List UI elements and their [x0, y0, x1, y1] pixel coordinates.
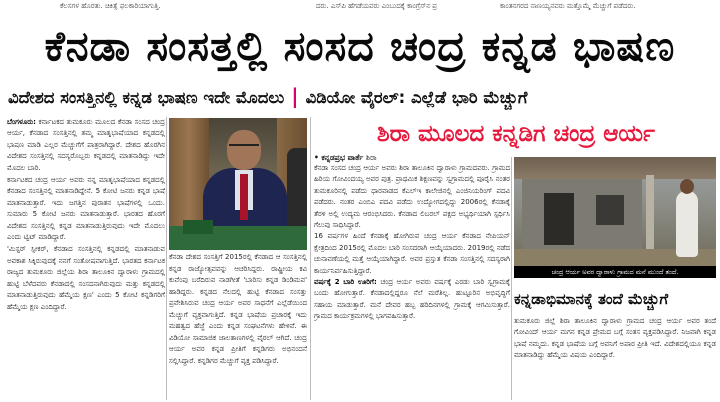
mid-paragraph-1: ಕೆನಡಾ ದೇಶದ ಸಂಸತ್ತಿಗೆ 2015ರಲ್ಲಿ ಕೆನಡಾದ ಆ ಸಂಸತ್ತಿನಲ್ಲಿ ಕನ್ನಡ ರಾಜ್ಯೋತ್ಸವವನ್ನು ಆಚರಿಸಿದ್ದರು. ರಾಷ್ಟ್ರೀಯ ಕವಿ ಕುವೆಂಪು ಬರೆದಿರುವ ನಾಡಗೀತೆ 'ಬಾರಿಸು ಕನ್ನಡ ಡಿಂಡಿಮವ' ಹಾಡಿದ್ದರು. ಕನ್ನಡದ ನೆಲದಲ್ಲಿ ಹುಟ್ಟಿ ಕೆನಡಾದ ಸಂಸತ್ತು ಪ್ರವೇಶಿಸಿರುವ ಚಂದ್ರ ಆರ್ಯ ಅವರ ಸಾಧನೆಗೆ ಎಲ್ಲೆಡೆಯಿಂದ ಮೆಚ್ಚುಗೆ ವ್ಯಕ್ತವಾಗುತ್ತಿದೆ. ಕನ್ನಡ ಭಾಷೆಯ ಪ್ರಚಾರಕ್ಕೆ ಇದು ಮಹತ್ವದ ಹೆಜ್ಜೆ ಎಂದು ಕನ್ನಡ ಸಂಘಟನೆಗಳು ಹೇಳಿವೆ. ಈ ವಿಡಿಯೋ ಸಾಮಾಜಿಕ ಜಾಲತಾಣಗಳಲ್ಲಿ ವೈರಲ್ ಆಗಿದೆ. ಚಂದ್ರ ಆರ್ಯ ಅವರ ಕನ್ನಡ ಪ್ರೀತಿಗೆ ಕನ್ನಡಿಗರು ಅಭಿನಂದನೆ ಸಲ್ಲಿಸಿದ್ದಾರೆ. ಕನ್ನಡಿಗರ ಮೆಚ್ಚುಗೆ ವ್ಯಕ್ತ ಪಡಿಸಿದ್ದಾರೆ.	[169, 253, 307, 365]
story3-body	[514, 316, 716, 400]
column-divider	[511, 157, 512, 400]
column-divider	[166, 117, 167, 400]
story2-subsection	[314, 277, 510, 323]
subheadline-separator: |	[291, 84, 299, 108]
story2-subheading: ವರ್ಷಕ್ಕೆ 2 ಬಾರಿ ಊರಿಗೆ:	[314, 278, 377, 287]
main-headline: ಕೆನಡಾ ಸಂಸತ್ತಲ್ಲಿ ಸಂಸದ ಚಂದ್ರ ಕನ್ನಡ ಭಾಷಣ	[44, 22, 676, 70]
subheadline	[8, 82, 714, 110]
top-strip-text-3: ಕಾಂತನಗರದ ನಾಣಯ್ಯನವರು ಮತ್ತೊಮ್ಮೆ ಮೆಚ್ಚುಗೆ ಪಡೆದರು.	[500, 2, 636, 10]
top-strip-text-1: ಕೆಲಸಗಳ ಹೊರತು. ಚಿಕಿತ್ಸೆ ಫಲಕಾರಿಯಾಗುತ್ತಿ.	[60, 2, 161, 10]
left-paragraph-2: ಕರ್ನಾಟಕದ ಚಂದ್ರ ಆರ್ಯ ಅವರು ನನ್ನ ಮಾತೃಭಾಷೆಯಾದ ಕನ್ನಡದಲ್ಲಿ ಕೆನಡಾದ ಸಂಸತ್ತಿನಲ್ಲಿ ಮಾತನಾಡಿದ್ದೇನೆ. 5 ಕೋಟಿ ಜನರು ಕನ್ನಡ ಭಾಷೆ ಮಾತನಾಡುತ್ತಾರೆ. ಇದು ಜಗತ್ತಿನ ಪುರಾತನ ಭಾಷೆಗಳಲ್ಲಿ ಒಂದು. ಸುಮಾರು 5 ಕೋಟಿ ಜನರು ಮಾತನಾಡುತ್ತಾರೆ. ಭಾರತದ ಹೊರಗೆ ವಿದೇಶದ ಸಂಸತ್ತಿನಲ್ಲಿ ಕನ್ನಡ ಮಾತನಾಡುತ್ತಿರುವುದು ಇದೇ ಮೊದಲು ಎಂದು ಟ್ವಿಟ್ ಮಾಡಿದ್ದಾರೆ.	[7, 176, 165, 242]
article-middle-column	[169, 252, 307, 400]
column-divider	[310, 117, 311, 400]
story3-title: ಕನ್ನಡಾಭಿಮಾನಕ್ಕೆ ತಂದೆ ಮೆಚ್ಚುಗೆ	[514, 290, 669, 308]
left-paragraph-3: 'ಮಿಸ್ಟರ್ ಸ್ಪೀಕರ್, ಕೆನಡಾದ ಸಂಸತ್ತಿನಲ್ಲಿ ಕನ್ನಡದಲ್ಲಿ ಮಾತನಾಡುವ ಅವಕಾಶ ಸಿಕ್ಕಿರುವುದಕ್ಕೆ ನನಗೆ ಸಂತೋಷವಾಗುತ್ತಿದೆ. ಭಾರತದ ಕರ್ನಾಟಕ ರಾಜ್ಯದ ತುಮಕೂರು ಜಿಲ್ಲೆಯ ಶಿರಾ ತಾಲೂಕಿನ ದ್ವಾರಾಳು ಗ್ರಾಮದಲ್ಲಿ ಹುಟ್ಟಿ ಬೆಳೆದವರು ಕೆನಡಾದಲ್ಲಿ ಸಂಸದನಾಗಿರುವುದು ಮತ್ತು ಕನ್ನಡದಲ್ಲಿ ಮಾತನಾಡುತ್ತಿರುವುದು ಹೆಮ್ಮೆಯ ಕ್ಷಣ' ಎಂದು 5 ಕೋಟಿ ಕನ್ನಡಿಗರಿಗೆ ಹೆಮ್ಮೆಯ ಕ್ಷಣ ಎಂದಿದ್ದಾರೆ.	[7, 245, 165, 311]
village-house-photo	[514, 157, 716, 266]
story2-paragraph-1: ಕೆನಡಾ ಸಂಸದ ಚಂದ್ರ ಆರ್ಯ ಅವರು ಶಿರಾ ತಾಲೂಕಿನ ದ್ವಾರಾಳು ಗ್ರಾಮದವರು. ಗ್ರಾಮದ ಹಿರಿಯ ಗೋವಿಂದಯ್ಯ ಅವರ ಪುತ್ರ. ಪ್ರಾಥಮಿಕ ಶಿಕ್ಷಣವನ್ನು ಸ್ವಗ್ರಾಮದಲ್ಲಿ ಪೂರೈಸಿ ನಂತರ ತುಮಕೂರಿನಲ್ಲಿ ಪಡೆದು ಧಾರವಾಡದ ಕೆಎಲ್‌ಇ ಕಾಲೇಜಿನಲ್ಲಿ ಎಂಜಿನಿಯರಿಂಗ್ ಪದವಿ ಪಡೆದರು. ನಂತರ ಎಂಬಿಎ ಪದವಿ ಪಡೆದು ಉದ್ಯೋಗದಲ್ಲಿದ್ದು 2006ರಲ್ಲಿ ಕೆನಡಾಕ್ಕೆ ತೆರಳಿ ಅಲ್ಲಿ ಉದ್ಯಮ ಆರಂಭಿಸಿದರು. ಕೆನಡಾದ ಲಿಬರಲ್ ಪಕ್ಷದ ಅಭ್ಯರ್ಥಿಯಾಗಿ ಸ್ಪರ್ಧಿಸಿ ಗೆಲುವು ಸಾಧಿಸಿದ್ದಾರೆ.	[314, 164, 510, 230]
story3-paragraph-1: ತುಮಕೂರು ಜಿಲ್ಲೆ ಶಿರಾ ತಾಲೂಕಿನ ದ್ವಾರಾಳು ಗ್ರಾಮದ ಚಂದ್ರ ಆರ್ಯ ಅವರ ತಂದೆ ಗೋವಿಂದ್ ಆರ್ಯ ಮಗನ ಕನ್ನಡ ಪ್ರೇಮದ ಬಗ್ಗೆ ಸಂತಸ ವ್ಯಕ್ತಪಡಿಸಿದ್ದಾರೆ. ನಿಜವಾಗಿ ಕನ್ನಡ ಭಾಷೆ ನಮ್ಮದು. ಕನ್ನಡ ಭಾಷೆಯ ಬಗ್ಗೆ ಅವನಿಗೆ ಅಪಾರ ಪ್ರೀತಿ ಇದೆ. ವಿದೇಶದಲ್ಲಿಯೂ ಕನ್ನಡ ಮಾತನಾಡಿದ್ದು ಹೆಮ್ಮೆಯ ವಿಷಯ ಎಂದಿದ್ದಾರೆ.	[514, 317, 716, 360]
subheadline-left: ವಿದೇಶದ ಸಂಸತ್ತಿನಲ್ಲಿ ಕನ್ನಡ ಭಾಷಣ ಇದೇ ಮೊದಲು	[8, 88, 285, 107]
byline-place: ಶಿರಾ	[365, 153, 377, 162]
story2-body	[314, 163, 510, 400]
byline-agency: • ಕನ್ನಡಪ್ರಭ ವಾರ್ತೆ	[314, 153, 364, 162]
top-strip-text-2: ದರು. ಎಸ್‌ಪಿ ಹೆಗಡೆಯವರು ಎಂಬುದಕ್ಕೆ ಕಾಂಗ್ರೆಸ್‌ನ ಪ್ರ	[316, 2, 438, 10]
article-left-column	[7, 117, 165, 400]
top-news-strip	[0, 0, 720, 12]
photo-caption: ಚಂದ್ರ ಆರ್ಯ ಅವರ ದ್ವಾರಾಳು ಗ್ರಾಮದ ಮನೆ ಮುಂದೆ ತಂದೆ.	[514, 266, 716, 278]
subheadline-right: ವಿಡಿಯೋ ವೈರಲ್: ಎಲ್ಲೆಡೆ ಭಾರಿ ಮೆಚ್ಚುಗೆ	[305, 88, 528, 107]
story2-sub-paragraph: ಚಂದ್ರ ಆರ್ಯ ಅವರು ವರ್ಷಕ್ಕೆ ಎರಡು ಬಾರಿ ಸ್ವಗ್ರಾಮಕ್ಕೆ ಬಂದು ಹೋಗುತ್ತಾರೆ. ಕೆನಡಾದಲ್ಲಿದ್ದರೂ ನೆಲೆ ಮರೆತಿಲ್ಲ. ಹುಟ್ಟೂರಿನ ಅಭಿವೃದ್ಧಿಗೆ ಸಹಾಯ ಮಾಡುತ್ತಾರೆ. ಮನೆ ದೇವರ ಹಬ್ಬ ಹರಿದಿನಗಳಲ್ಲಿ ಗ್ರಾಮಕ್ಕೆ ಆಗಮಿಸುತ್ತಾರೆ. ಗ್ರಾಮದ ಕಾರ್ಯಕ್ರಮಗಳಲ್ಲಿ ಭಾಗವಹಿಸುತ್ತಾರೆ.	[314, 278, 510, 321]
story2-title: ಶಿರಾ ಮೂಲದ ಕನ್ನಡಿಗ ಚಂದ್ರ ಆರ್ಯ	[377, 121, 655, 147]
left-paragraph	[7, 117, 165, 174]
parliament-speech-photo	[169, 118, 307, 250]
dateline: ಬೆಂಗಳೂರು:	[7, 118, 36, 126]
story2-byline	[314, 152, 377, 163]
story2-paragraph-2: 16 ವರ್ಷಗಳ ಹಿಂದೆ ಕೆನಡಾಕ್ಕೆ ಹೋಗಿರುವ ಚಂದ್ರ ಆರ್ಯ ಕೆನಡಾದ ನೇಪಿಯನ್ ಕ್ಷೇತ್ರದಿಂದ 2015ರಲ್ಲಿ ಮೊದಲ ಬಾರಿ ಸಂಸದರಾಗಿ ಆಯ್ಕೆಯಾದರು. 2019ರಲ್ಲಿ ನಡೆದ ಚುನಾವಣೆಯಲ್ಲಿ ಮತ್ತೆ ಆಯ್ಕೆಯಾಗಿದ್ದಾರೆ. ಅವರ ಪ್ರಸ್ತುತ ಕೆನಡಾ ಸಂಸತ್ತಿನಲ್ಲಿ ಸದಸ್ಯರಾಗಿ ಕಾರ್ಯನಿರ್ವಹಿಸುತ್ತಿದ್ದಾರೆ.	[314, 232, 510, 275]
left-paragraph-1: ಕರ್ನಾಟಕದ ತುಮಕೂರು ಮೂಲದ ಕೆನಡಾ ಸಂಸದ ಚಂದ್ರ ಆರ್ಯ, ಕೆನಡಾದ ಸಂಸತ್ತಿನಲ್ಲಿ ತಮ್ಮ ಮಾತೃಭಾಷೆಯಾದ ಕನ್ನಡದಲ್ಲಿ ಭಾಷಣ ಮಾಡಿ ಎಲ್ಲರ ಮೆಚ್ಚುಗೆಗೆ ಪಾತ್ರರಾಗಿದ್ದಾರೆ. ದೇಶದ ಹೊರಗಿನ ವಿದೇಶದ ಸಂಸತ್ತಿನಲ್ಲಿ ಸದಸ್ಯರೊಬ್ಬರು ಕನ್ನಡದಲ್ಲಿ ಮಾತನಾಡಿದ್ದು ಇದೇ ಮೊದಲ ಬಾರಿ.	[7, 118, 165, 172]
